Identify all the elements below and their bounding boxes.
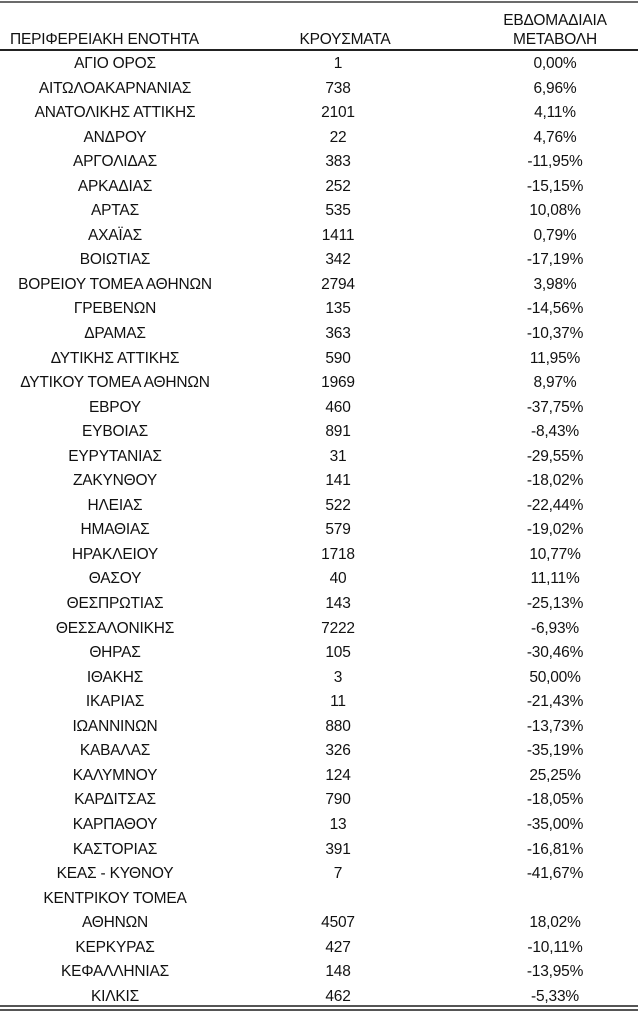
table-row bbox=[0, 936, 638, 961]
table-row bbox=[0, 126, 638, 151]
table-row bbox=[0, 52, 638, 77]
table-bottom-border-second bbox=[0, 1009, 638, 1011]
cases-cell: 22 bbox=[329, 128, 347, 146]
table-row bbox=[0, 641, 638, 666]
cases-cell: 2101 bbox=[321, 104, 355, 122]
table-row bbox=[0, 445, 638, 470]
region-cell: ΑΡΤΑΣ bbox=[91, 202, 139, 220]
table-row bbox=[0, 101, 638, 126]
region-cell: ΒΟΙΩΤΙΑΣ bbox=[79, 251, 151, 269]
weekly-change-cell: 11,95% bbox=[529, 349, 581, 367]
cases-cell: 590 bbox=[325, 349, 351, 367]
region-cell: ΘΕΣΠΡΩΤΙΑΣ bbox=[66, 595, 164, 613]
cases-cell: 7222 bbox=[321, 619, 355, 637]
table-row bbox=[0, 813, 638, 838]
table-body bbox=[0, 52, 638, 1009]
region-cell bbox=[0, 887, 230, 936]
cases-cell: 105 bbox=[325, 644, 351, 662]
cases-cell: 342 bbox=[325, 251, 351, 269]
cases-cell: 13 bbox=[329, 815, 347, 833]
weekly-change-cell: -10,37% bbox=[526, 325, 584, 343]
weekly-change-cell: 0,79% bbox=[533, 226, 577, 244]
table-row bbox=[0, 77, 638, 102]
region-cell: ΚΑΡΔΙΤΣΑΣ bbox=[74, 791, 156, 809]
weekly-change-cell: 6,96% bbox=[533, 79, 577, 97]
cases-cell: 383 bbox=[325, 153, 351, 171]
cases-cell: 4507 bbox=[321, 914, 355, 932]
cases-cell: 880 bbox=[325, 717, 351, 735]
cases-cell: 1718 bbox=[321, 545, 355, 563]
table-row bbox=[0, 764, 638, 789]
weekly-change-cell: -29,55% bbox=[526, 447, 584, 465]
weekly-change-cell: -16,81% bbox=[526, 840, 584, 858]
cases-cell: 460 bbox=[325, 398, 351, 416]
weekly-change-cell: -11,95% bbox=[527, 153, 583, 171]
cases-cell: 462 bbox=[325, 987, 351, 1005]
region-cell: ΚΑΒΑΛΑΣ bbox=[79, 742, 151, 760]
region-cell: ΚΑΣΤΟΡΙΑΣ bbox=[72, 840, 158, 858]
region-cell: ΘΗΡΑΣ bbox=[89, 644, 141, 662]
region-cell: ΘΑΣΟΥ bbox=[88, 570, 142, 588]
weekly-change-cell: 0,00% bbox=[533, 55, 577, 72]
region-cell: ΙΚΑΡΙΑΣ bbox=[85, 693, 145, 711]
table-row bbox=[0, 469, 638, 494]
table-top-border bbox=[0, 1, 638, 3]
weekly-change-cell: -18,02% bbox=[526, 472, 584, 490]
cases-cell: 135 bbox=[325, 300, 351, 318]
region-cell: ΑΝΔΡΟΥ bbox=[83, 128, 147, 146]
weekly-change-cell: 25,25% bbox=[529, 766, 581, 784]
weekly-change-cell: -17,19% bbox=[526, 251, 584, 269]
region-cell: ΚΑΡΠΑΘΟΥ bbox=[72, 815, 158, 833]
weekly-change-cell: -15,15% bbox=[526, 177, 584, 195]
table-row bbox=[0, 960, 638, 985]
weekly-change-cell: -10,11% bbox=[527, 938, 583, 956]
weekly-change-cell: 4,11% bbox=[534, 104, 576, 122]
table-row bbox=[0, 617, 638, 642]
table-row bbox=[0, 297, 638, 322]
weekly-change-cell: -13,73% bbox=[526, 717, 584, 735]
table-row bbox=[0, 224, 638, 249]
cases-cell: 7 bbox=[333, 865, 343, 883]
weekly-change-cell: 18,02% bbox=[529, 914, 581, 932]
weekly-change-cell: -18,05% bbox=[526, 791, 584, 809]
weekly-change-cell: -14,56% bbox=[526, 300, 584, 318]
region-cell: ΘΕΣΣΑΛΟΝΙΚΗΣ bbox=[55, 619, 175, 637]
region-cell: ΗΜΑΘΙΑΣ bbox=[80, 521, 150, 539]
weekly-change-cell: 11,11% bbox=[530, 570, 580, 588]
region-cell: ΚΕΡΚΥΡΑΣ bbox=[75, 938, 155, 956]
cases-cell: 1411 bbox=[321, 226, 355, 244]
cases-cell: 252 bbox=[325, 177, 351, 195]
weekly-change-cell: -22,44% bbox=[526, 496, 584, 514]
cases-cell: 143 bbox=[325, 595, 351, 613]
region-cell: ΑΧΑΪΑΣ bbox=[87, 226, 143, 244]
region-cell: ΕΥΡΥΤΑΝΙΑΣ bbox=[68, 447, 162, 465]
cases-cell: 363 bbox=[325, 325, 351, 343]
table-row bbox=[0, 862, 638, 887]
region-cell: ΑΡΚΑΔΙΑΣ bbox=[77, 177, 153, 195]
cases-cell: 1969 bbox=[321, 374, 355, 392]
table-row bbox=[0, 494, 638, 519]
region-cell: ΚΕΑΣ - ΚΥΘΝΟΥ bbox=[56, 865, 174, 883]
table-row bbox=[0, 690, 638, 715]
region-cell: ΔΥΤΙΚΟΥ ΤΟΜΕΑ ΑΘΗΝΩΝ bbox=[20, 374, 210, 392]
region-cell: ΙΘΑΚΗΣ bbox=[86, 668, 144, 686]
weekly-change-cell: -21,43% bbox=[526, 693, 584, 711]
weekly-change-cell: -35,00% bbox=[526, 815, 584, 833]
weekly-change-cell: -19,02% bbox=[526, 521, 584, 539]
table-row bbox=[0, 396, 638, 421]
table-row bbox=[0, 199, 638, 224]
table-row bbox=[0, 175, 638, 200]
table-row bbox=[0, 666, 638, 691]
region-cell: ΗΡΑΚΛΕΙΟΥ bbox=[71, 545, 159, 563]
cases-cell: 738 bbox=[325, 79, 351, 97]
table-row bbox=[0, 371, 638, 396]
header-divider bbox=[0, 49, 638, 51]
weekly-change-cell: -41,67% bbox=[526, 865, 584, 883]
cases-cell: 391 bbox=[325, 840, 351, 858]
cases-cell: 2794 bbox=[321, 275, 355, 293]
weekly-change-cell: 10,08% bbox=[529, 202, 581, 220]
weekly-change-cell: 10,77% bbox=[529, 545, 581, 563]
table-row bbox=[0, 887, 638, 936]
weekly-change-cell: 3,98% bbox=[533, 275, 577, 293]
region-cell-line1: ΚΕΝΤΡΙΚΟΥ ΤΟΜΕΑ bbox=[43, 889, 187, 907]
region-cell: ΑΡΓΟΛΙΔΑΣ bbox=[72, 153, 158, 171]
region-cell: ΔΡΑΜΑΣ bbox=[84, 325, 146, 343]
region-cell: ΔΥΤΙΚΗΣ ΑΤΤΙΚΗΣ bbox=[50, 349, 180, 367]
table-row bbox=[0, 347, 638, 372]
region-cell: ΓΡΕΒΕΝΩΝ bbox=[73, 300, 157, 318]
table-row bbox=[0, 543, 638, 568]
weekly-change-cell: -13,95% bbox=[526, 963, 584, 981]
region-cell: ΚΙΛΚΙΣ bbox=[90, 987, 140, 1005]
region-cell: ΚΑΛΥΜΝΟΥ bbox=[72, 766, 158, 784]
table-row bbox=[0, 739, 638, 764]
weekly-change-cell: -8,43% bbox=[531, 423, 579, 441]
weekly-change-cell: -37,75% bbox=[526, 398, 584, 416]
table-row bbox=[0, 788, 638, 813]
cases-cell: 326 bbox=[325, 742, 351, 760]
weekly-change-cell: -30,46% bbox=[526, 644, 584, 662]
table-bottom-border bbox=[0, 1005, 638, 1007]
cases-cell: 1 bbox=[333, 55, 343, 72]
cases-cell: 427 bbox=[325, 938, 351, 956]
region-cell: ΖΑΚΥΝΘΟΥ bbox=[72, 472, 158, 490]
table-row bbox=[0, 248, 638, 273]
table-row bbox=[0, 838, 638, 863]
header-weekly-change-line1: ΕΒΔΟΜΑΔΙΑΙΑ bbox=[503, 12, 607, 29]
region-cell: ΗΛΕΙΑΣ bbox=[87, 496, 143, 514]
cases-cell: 790 bbox=[325, 791, 351, 809]
weekly-change-cell: -25,13% bbox=[526, 595, 584, 613]
cases-cell: 891 bbox=[325, 423, 351, 441]
region-cell: ΑΝΑΤΟΛΙΚΗΣ ΑΤΤΙΚΗΣ bbox=[34, 104, 196, 122]
table-row bbox=[0, 273, 638, 298]
weekly-change-cell: 8,97% bbox=[533, 374, 577, 392]
cases-cell: 40 bbox=[329, 570, 347, 588]
cases-cell: 3 bbox=[333, 668, 343, 686]
table-row bbox=[0, 715, 638, 740]
cases-cell: 141 bbox=[325, 472, 351, 490]
weekly-change-cell: -35,19% bbox=[526, 742, 584, 760]
table-row bbox=[0, 518, 638, 543]
cases-cell: 124 bbox=[325, 766, 351, 784]
region-cell: ΙΩΑΝΝΙΝΩΝ bbox=[72, 717, 158, 735]
region-cell: ΒΟΡΕΙΟΥ ΤΟΜΕΑ ΑΘΗΝΩΝ bbox=[18, 275, 212, 293]
weekly-change-cell: -5,33% bbox=[531, 987, 579, 1005]
table-row bbox=[0, 420, 638, 445]
header-region: ΠΕΡΙΦΕΡΕΙΑΚΗ ΕΝΟΤΗΤΑ bbox=[10, 31, 199, 48]
table-row bbox=[0, 322, 638, 347]
header-cases: ΚΡΟΥΣΜΑΤΑ bbox=[299, 31, 391, 48]
header-weekly-change bbox=[480, 11, 630, 49]
region-cell-line2: ΑΘΗΝΩΝ bbox=[81, 914, 149, 932]
table-row bbox=[0, 150, 638, 175]
region-cell: ΕΒΡΟΥ bbox=[89, 398, 141, 416]
table-row bbox=[0, 567, 638, 592]
region-cell: ΚΕΦΑΛΛΗΝΙΑΣ bbox=[60, 963, 170, 981]
cases-cell: 11 bbox=[330, 693, 346, 711]
weekly-change-cell: 4,76% bbox=[533, 128, 577, 146]
cases-cell: 579 bbox=[325, 521, 351, 539]
region-cell: ΑΙΤΩΛΟΑΚΑΡΝΑΝΙΑΣ bbox=[38, 79, 192, 97]
cases-cell: 148 bbox=[325, 963, 351, 981]
table-row bbox=[0, 592, 638, 617]
cases-cell: 31 bbox=[329, 447, 347, 465]
header-weekly-change-line2: ΜΕΤΑΒΟΛΗ bbox=[513, 31, 597, 48]
cases-cell: 522 bbox=[325, 496, 351, 514]
region-cell: ΕΥΒΟΙΑΣ bbox=[82, 423, 148, 441]
region-cell: ΑΓΙΟ ΟΡΟΣ bbox=[74, 55, 156, 72]
weekly-change-cell: -6,93% bbox=[531, 619, 579, 637]
weekly-change-cell: 50,00% bbox=[529, 668, 581, 686]
cases-cell: 535 bbox=[325, 202, 351, 220]
